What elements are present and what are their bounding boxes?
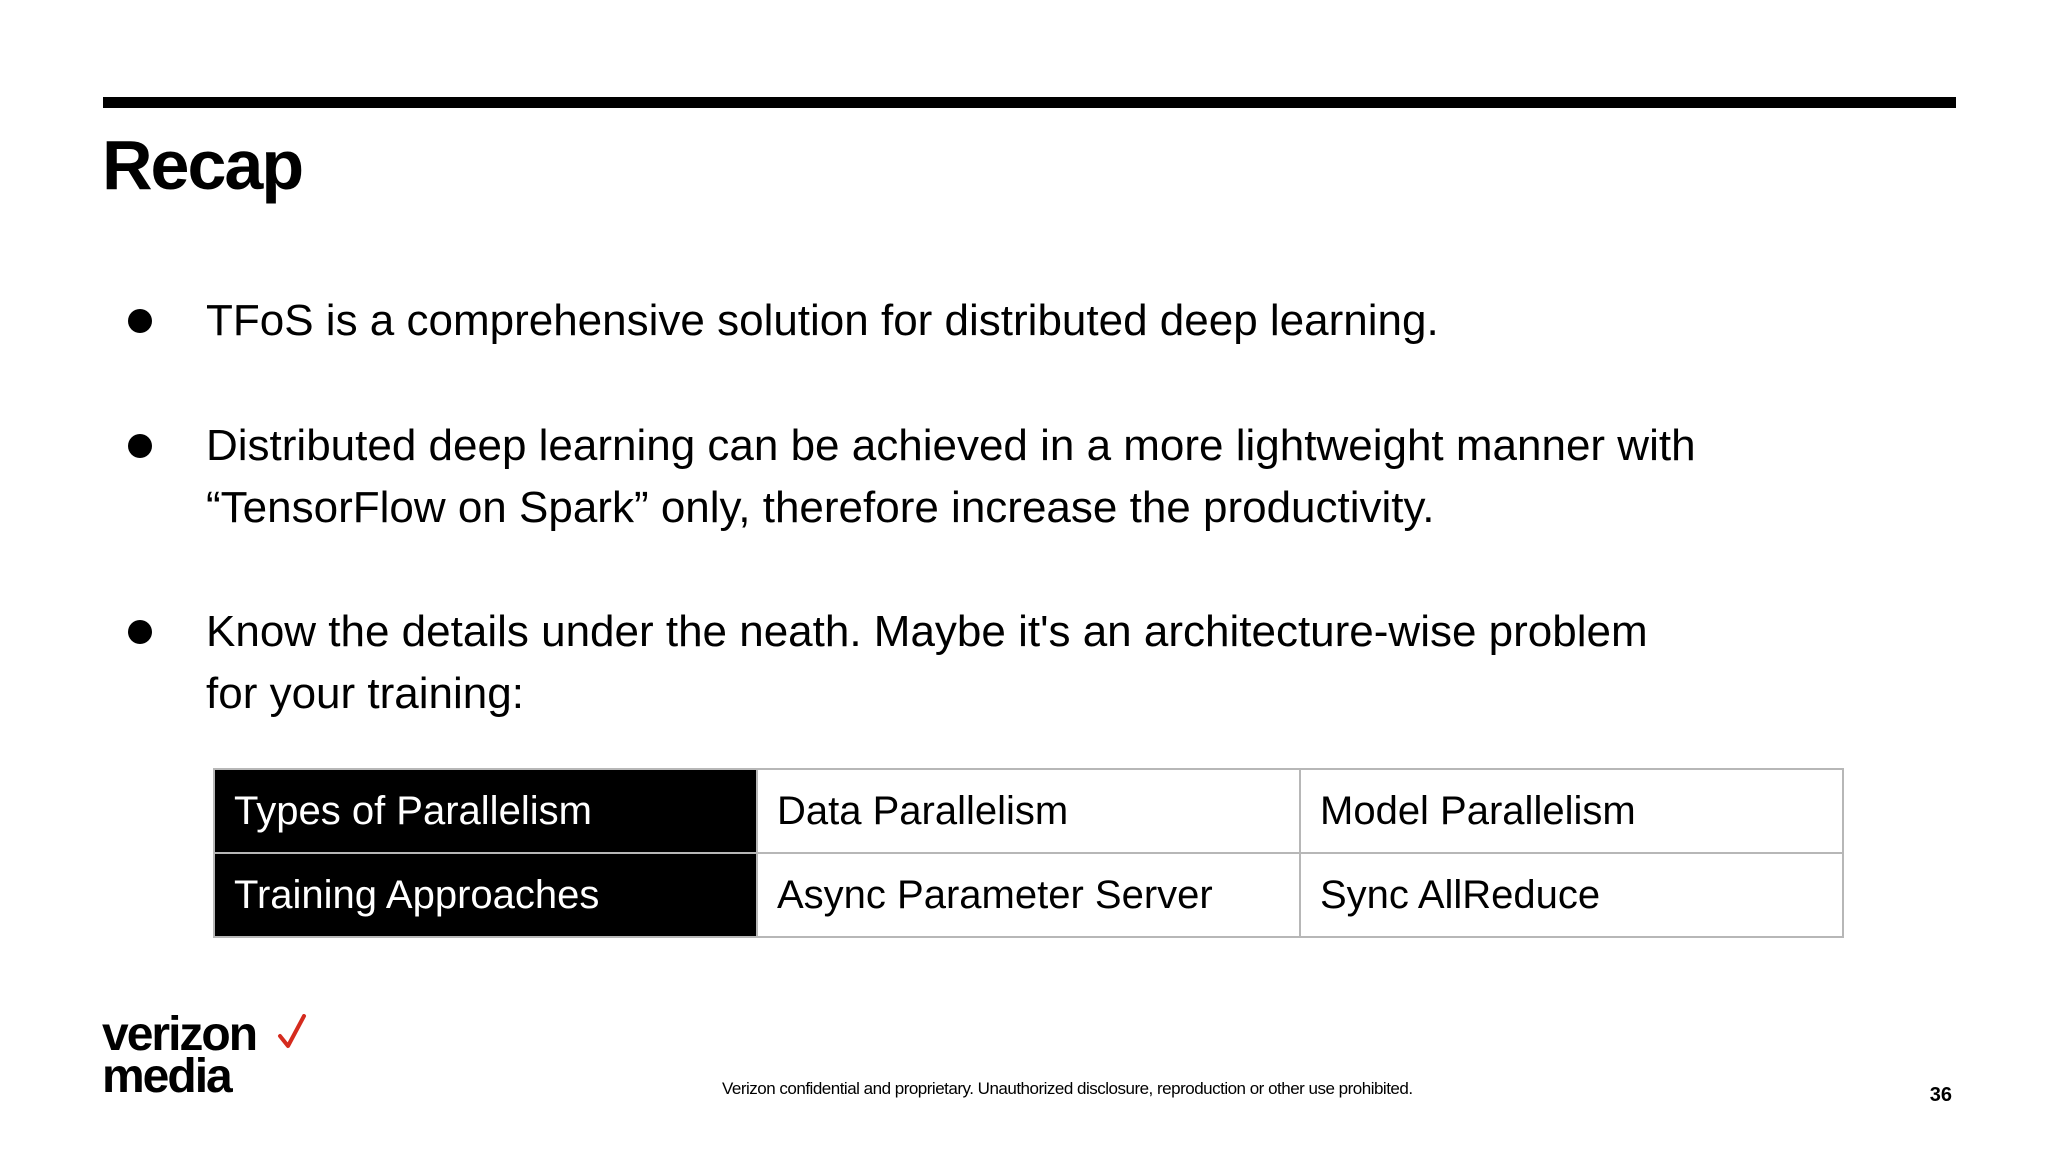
bullet-dot-icon	[128, 309, 152, 333]
table-row-header: Types of Parallelism	[214, 769, 757, 853]
table-row-header: Training Approaches	[214, 853, 757, 937]
bullet-dot-icon	[128, 434, 152, 458]
table-cell: Async Parameter Server	[757, 853, 1300, 937]
verizon-media-logo	[102, 1008, 257, 1103]
bullet-text: Distributed deep learning can be achieved in a more lightweight manner with “TensorFlow on Spark” only, therefore increase the productivity.	[206, 421, 1696, 532]
table-cell: Data Parallelism	[757, 769, 1300, 853]
table-cell: Sync AllReduce	[1300, 853, 1843, 937]
parallelism-table	[213, 768, 1844, 938]
slide-title: Recap	[102, 126, 303, 204]
bullet-text: Know the details under the neath. Maybe it's an architecture-wise problem for your training:	[206, 607, 1648, 718]
bullet-dot-icon	[128, 620, 152, 644]
table-cell: Model Parallelism	[1300, 769, 1843, 853]
title-divider	[103, 97, 1956, 108]
logo-line-2: media	[102, 1050, 231, 1103]
bullet-text: TFoS is a comprehensive solution for distributed deep learning.	[206, 296, 1439, 345]
logo-line-1: verizon	[102, 1008, 257, 1061]
confidentiality-notice: Verizon confidential and proprietary. Unauthorized disclosure, reproduction or other use prohibited.	[722, 1079, 1413, 1098]
table-row	[214, 853, 1843, 937]
checkmark-icon	[277, 1014, 307, 1050]
page-number: 36	[1929, 1084, 1952, 1106]
table-row	[214, 769, 1843, 853]
